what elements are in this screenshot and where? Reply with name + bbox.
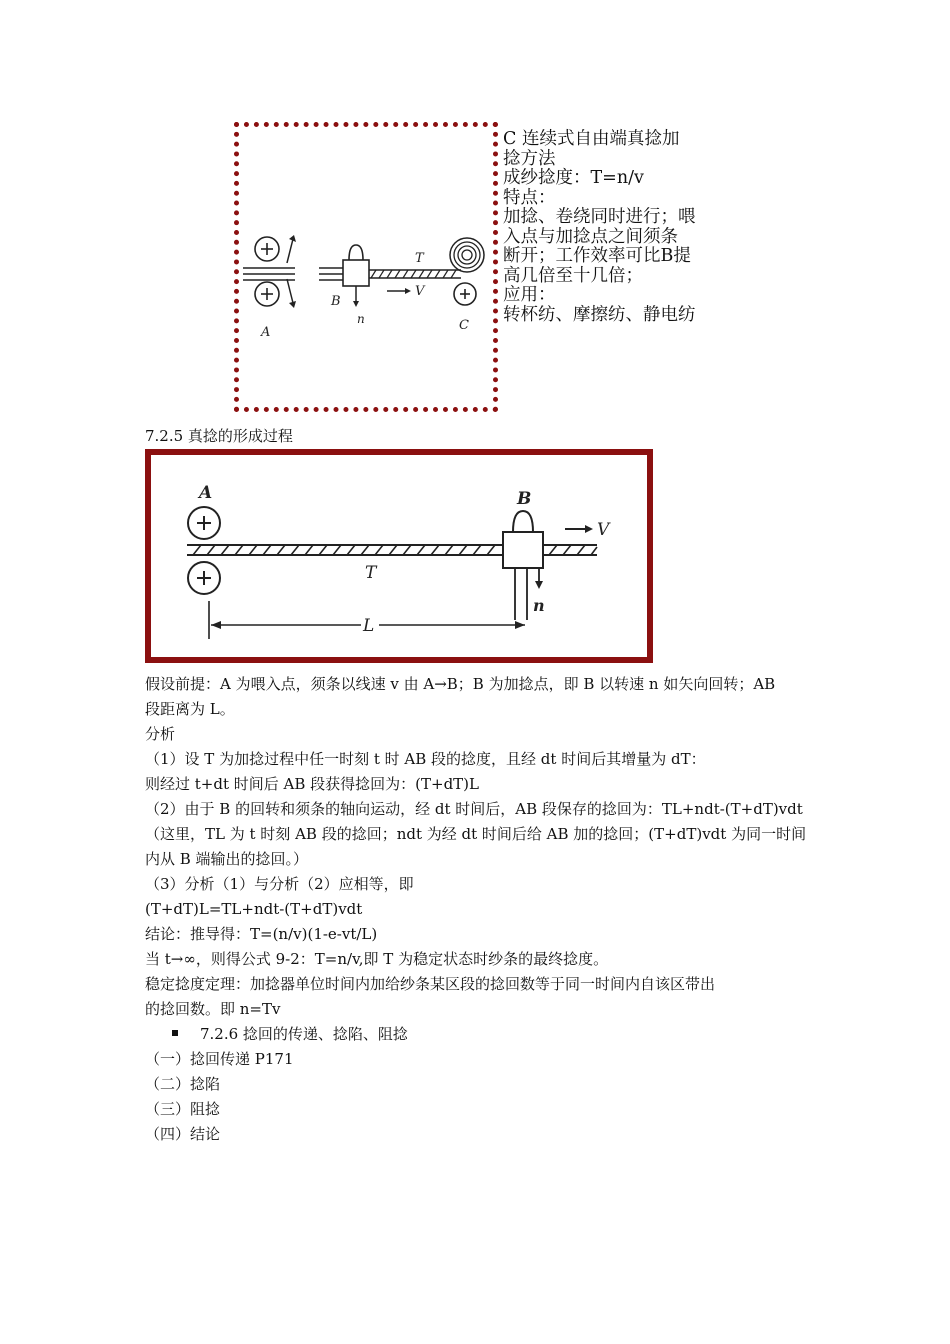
analysis-step-1b: 则经过 t+dt 时间后 AB 段获得捻回为：(T+dT)L [145, 775, 480, 793]
bullet-icon [172, 1030, 178, 1036]
list-item: （二）捻陷 [145, 1075, 221, 1093]
analysis-step-1: （1）设 T 为加捻过程中任一时刻 t 时 AB 段的捻度，且经 dt 时间后其增量为 dT： [145, 750, 706, 768]
take-up-package [450, 238, 484, 272]
roller-a-top [255, 237, 279, 261]
label-v: V [415, 284, 425, 299]
side-text-line: 捻方法 [503, 148, 556, 169]
theorem-line: 的捻回数。即 n=Tv [145, 1000, 281, 1018]
figure1-diagram [239, 127, 493, 407]
side-text-line: 转杯纺、摩擦纺、静电纺 [503, 304, 696, 325]
roller-a-bottom-arrow [287, 279, 293, 303]
theorem-line: 稳定捻度定理：加捻器单位时间内加给纱条某区段的捻回数等于同一时间内自该区带出 [145, 975, 716, 993]
figure-open-end-twisting [234, 122, 498, 412]
l-arrowhead-left [211, 621, 221, 629]
side-text-line: 加捻、卷绕同时进行；喂 [503, 207, 696, 227]
label-a: A [199, 483, 213, 503]
v-arrowhead [405, 288, 411, 294]
subsection-heading: 7.2.6 捻回的传递、捻陷、阻捻 [200, 1025, 408, 1043]
label-c: C [459, 318, 469, 333]
list-item: （四）结论 [145, 1125, 221, 1143]
label-n: n [357, 312, 365, 326]
label-v: V [597, 520, 610, 540]
v-arrowhead [585, 525, 593, 533]
figure2-diagram [151, 455, 647, 657]
roller-a-top-arrow [287, 239, 293, 263]
analysis-heading: 分析 [145, 725, 176, 743]
section-heading: 7.2.5 真捻的形成过程 [145, 427, 293, 445]
side-text-line: 入点与加捻点之间须条 [503, 226, 678, 247]
side-text-line: 高几倍至十几倍； [503, 265, 643, 286]
side-description [503, 130, 713, 325]
analysis-step-3: （3）分析（1）与分析（2）应相等，即 [145, 875, 414, 893]
figure-true-twist-formation [145, 449, 653, 663]
twisted-yarn [369, 270, 461, 278]
roller-a-bottom [188, 562, 220, 594]
label-t: T [415, 251, 424, 266]
analysis-step-2b: （这里，TL 为 t 时刻 AB 段的捻回；ndt 为经 dt 时间后给 AB 加的捻回；(T+dT)vdt 为同一时间 [145, 825, 807, 843]
side-text-line: 断开；工作效率可比B提 [503, 246, 691, 266]
side-text-line: 特点： [503, 187, 556, 208]
analysis-step-2: （2）由于 B 的回转和须条的轴向运动，经 dt 时间后，AB 段保存的捻回为：TL+ndt-(T+dT)vdt [145, 800, 803, 818]
side-text-line: C 连续式自由端真捻加 [503, 129, 680, 149]
premise-line: 段距离为 L。 [145, 700, 235, 718]
side-text-line: 成纱捻度：T=n/v [503, 168, 644, 188]
premise-line: 假设前提：A 为喂入点，须条以线速 v 由 A→B；B 为加捻点，即 B 以转速 n 如矢向回转；AB [145, 675, 776, 693]
twister-b [343, 245, 369, 307]
twisted-strand [187, 545, 597, 555]
side-text-line: 应用： [503, 285, 556, 305]
label-l: L [363, 616, 375, 636]
analysis-step-2c: 内从 B 端输出的捻回。） [145, 850, 309, 868]
roller-a-top [188, 507, 220, 539]
l-arrowhead-right [515, 621, 525, 629]
roller-a-bottom [255, 282, 279, 306]
list-item: （三）阻捻 [145, 1100, 221, 1118]
label-t: T [365, 563, 377, 583]
list-item: （一）捻回传递 P171 [145, 1050, 294, 1068]
roller-c [454, 283, 476, 305]
label-b: B [517, 489, 532, 509]
roller-a-bottom-arrowhead [289, 301, 296, 308]
equation: (T+dT)L=TL+ndt-(T+dT)vdt [145, 900, 363, 918]
conclusion: 结论：推导得：T=(n/v)(1-e-vt/L) [145, 925, 378, 943]
limit-statement: 当 t→∞，则得公式 9-2：T=n/v,即 T 为稳定状态时纱条的最终捻度。 [145, 950, 609, 968]
label-b: B [331, 294, 341, 309]
label-n: n [533, 596, 545, 615]
label-a: A [261, 325, 271, 340]
